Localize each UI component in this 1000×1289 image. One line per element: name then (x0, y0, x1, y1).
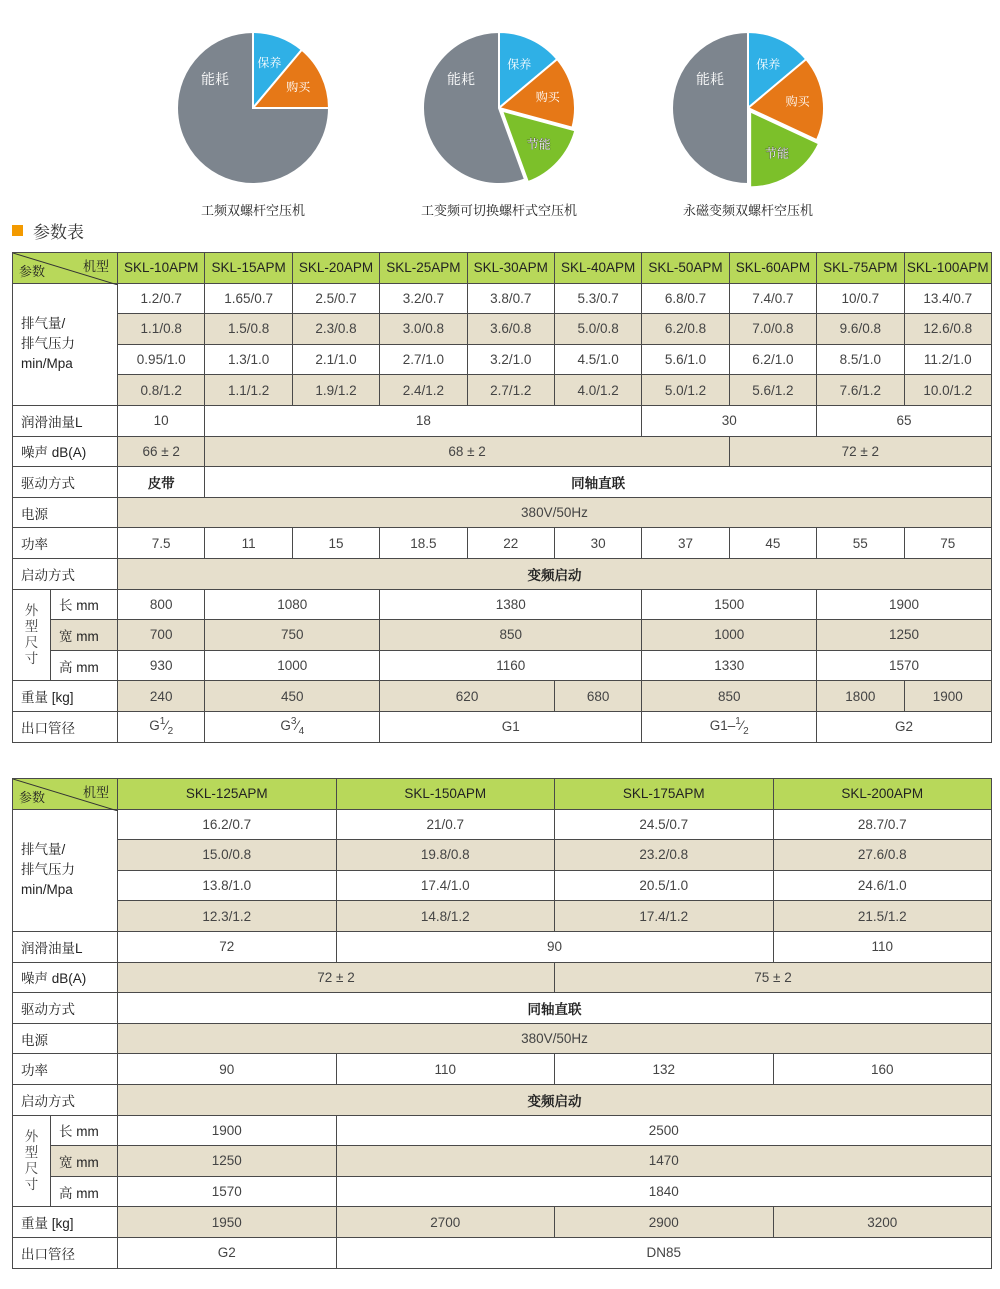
cell: G2 (118, 1237, 337, 1268)
flow-row (13, 344, 992, 375)
cell: 7.4/0.7 (729, 283, 816, 314)
corner-param-label: 参数 (19, 789, 46, 805)
drive-row (13, 467, 992, 498)
model-header: SKL-100APM (904, 253, 991, 284)
cell: 1000 (205, 650, 380, 681)
cell: 1250 (817, 620, 992, 651)
spec-table-1 (12, 252, 992, 743)
cell: 30 (554, 528, 641, 559)
cell: 680 (554, 681, 641, 712)
model-header: SKL-15APM (205, 253, 292, 284)
model-header: SKL-75APM (817, 253, 904, 284)
pie-chart-graphic (173, 28, 333, 188)
model-header: SKL-25APM (380, 253, 467, 284)
cell: 30 (642, 405, 817, 436)
dims-label-text: 外 型 尺 寸 (24, 602, 39, 666)
width-row (13, 1146, 992, 1177)
cell: 1330 (642, 650, 817, 681)
cell: 6.2/0.8 (642, 314, 729, 345)
model-header: SKL-50APM (642, 253, 729, 284)
outlet-row (13, 711, 992, 742)
corner-header (13, 253, 118, 284)
cell: 1900 (904, 681, 991, 712)
cell: 23.2/0.8 (555, 840, 774, 871)
pie-slice-label: 节能 (526, 137, 551, 152)
cell: 1500 (642, 589, 817, 620)
pie-caption: 工频双螺杆空压机 (200, 203, 305, 218)
width-label: 宽 mm (51, 1146, 118, 1177)
cell: 4.5/1.0 (554, 344, 641, 375)
pie-caption: 工变频可切换螺杆式空压机 (420, 203, 577, 218)
outlet-cell (118, 711, 205, 742)
power-supply-label: 电源 (13, 1023, 118, 1054)
cell: 17.4/1.2 (555, 901, 774, 932)
flow-label-line: 排气压力 (21, 336, 75, 352)
section-title (12, 218, 84, 243)
cell: 2.3/0.8 (292, 314, 379, 345)
pie-chart-graphic (419, 28, 579, 188)
cell: 27.6/0.8 (773, 840, 992, 871)
cell: 6.8/0.7 (642, 283, 729, 314)
model-header: SKL-60APM (729, 253, 816, 284)
noise-row (13, 436, 992, 467)
cell: 28.7/0.7 (773, 809, 992, 840)
cell: 160 (773, 1054, 992, 1085)
cell: 4.0/1.2 (554, 375, 641, 406)
cell: 1800 (817, 681, 904, 712)
cell: 1840 (336, 1176, 992, 1207)
drive-label: 驱动方式 (13, 993, 118, 1024)
cell: 3.2/1.0 (467, 344, 554, 375)
flow-row (13, 870, 992, 901)
pie-slice-label: 能耗 (447, 72, 475, 88)
cell: 75 (904, 528, 991, 559)
cell: 72 ± 2 (729, 436, 991, 467)
flow-label-line: min/Mpa (21, 882, 73, 898)
cell: 850 (380, 620, 642, 651)
model-header: SKL-150APM (336, 779, 555, 810)
cell: 10/0.7 (817, 283, 904, 314)
cell: 3.6/0.8 (467, 314, 554, 345)
model-header: SKL-10APM (118, 253, 205, 284)
cell: 65 (817, 405, 992, 436)
cell: 5.6/1.2 (729, 375, 816, 406)
pie-chart-pm-vsd (598, 28, 898, 219)
cell: 11.2/1.0 (904, 344, 991, 375)
cell: 37 (642, 528, 729, 559)
cell: 240 (118, 681, 205, 712)
cell: 620 (380, 681, 555, 712)
power-supply-label: 电源 (13, 497, 118, 528)
flow-row (13, 840, 992, 871)
cell: 16.2/0.7 (118, 809, 337, 840)
height-label: 高 mm (51, 1176, 118, 1207)
header-row (13, 779, 992, 810)
cell: 66 ± 2 (118, 436, 205, 467)
outlet-value: G2 (895, 719, 914, 735)
cell: 17.4/1.0 (336, 870, 555, 901)
start-row (13, 558, 992, 589)
cell: 21.5/1.2 (773, 901, 992, 932)
cell: 11 (205, 528, 292, 559)
flow-label-line: 排气量/ (21, 316, 66, 332)
length-label: 长 mm (51, 1115, 118, 1146)
power-supply-row (13, 497, 992, 528)
flow-row (13, 809, 992, 840)
cell: 3200 (773, 1207, 992, 1238)
cell: 1470 (336, 1146, 992, 1177)
cell: 2.4/1.2 (380, 375, 467, 406)
cell: 2500 (336, 1115, 992, 1146)
cell: 1900 (817, 589, 992, 620)
flow-row (13, 283, 992, 314)
cell: 3.0/0.8 (380, 314, 467, 345)
cell: 1.65/0.7 (205, 283, 292, 314)
corner-model-label: 机型 (82, 259, 109, 274)
pie-slice-label: 保养 (756, 57, 781, 72)
outlet-value: $G^1⁄_2$ (149, 716, 174, 738)
cell: 72 ± 2 (118, 962, 555, 993)
cell: 6.2/1.0 (729, 344, 816, 375)
power-label: 功率 (13, 528, 118, 559)
outlet-cell (205, 711, 380, 742)
cell: 15.0/0.8 (118, 840, 337, 871)
pie-slice-label: 保养 (507, 57, 532, 72)
cell: 15 (292, 528, 379, 559)
cell: 110 (336, 1054, 555, 1085)
model-header: SKL-125APM (118, 779, 337, 810)
dims-label (13, 1115, 51, 1207)
cell: 0.95/1.0 (118, 344, 205, 375)
cell: 1.1/0.8 (118, 314, 205, 345)
pie-slice-label: 能耗 (696, 72, 724, 88)
corner-model-label: 机型 (82, 785, 109, 800)
dims-label (13, 589, 51, 681)
oil-row (13, 405, 992, 436)
outlet-row (13, 1237, 992, 1268)
cell: 20.5/1.0 (555, 870, 774, 901)
noise-label: 噪声 dB(A) (13, 436, 118, 467)
cell: 18.5 (380, 528, 467, 559)
cell: 1.9/1.2 (292, 375, 379, 406)
pie-slice (672, 32, 748, 184)
power-row (13, 1054, 992, 1085)
weight-row (13, 681, 992, 712)
cell: 3.8/0.7 (467, 283, 554, 314)
power-label: 功率 (13, 1054, 118, 1085)
pie-slice-label: 购买 (286, 79, 311, 94)
cell: 1000 (642, 620, 817, 651)
cell: 19.8/0.8 (336, 840, 555, 871)
model-header: SKL-40APM (554, 253, 641, 284)
cell: 13.4/0.7 (904, 283, 991, 314)
cell: 3.2/0.7 (380, 283, 467, 314)
oil-label: 润滑油量L (13, 405, 118, 436)
cell: 90 (118, 1054, 337, 1085)
cell: 变频启动 (118, 558, 992, 589)
outlet-value: $G^3⁄_4$ (280, 716, 305, 738)
outlet-value: $G1-^1⁄_2$ (709, 716, 749, 738)
flow-label-line: 排气量/ (21, 842, 66, 858)
cell: 变频启动 (118, 1084, 992, 1115)
corner-param-label: 参数 (19, 263, 46, 279)
cell: 800 (118, 589, 205, 620)
cell: 1.3/1.0 (205, 344, 292, 375)
cell: 90 (336, 931, 773, 962)
pie-slice-label: 购买 (535, 90, 560, 105)
cell: 132 (555, 1054, 774, 1085)
model-header: SKL-175APM (555, 779, 774, 810)
cell: 110 (773, 931, 992, 962)
cell: 2.1/1.0 (292, 344, 379, 375)
cell: 1950 (118, 1207, 337, 1238)
outlet-cell (817, 711, 992, 742)
orange-square-icon (12, 225, 23, 236)
flow-label-line: 排气压力 (21, 862, 75, 878)
length-row (13, 1115, 992, 1146)
outlet-label: 出口管径 (13, 711, 118, 742)
cell: 450 (205, 681, 380, 712)
cell: 700 (118, 620, 205, 651)
flow-row (13, 901, 992, 932)
drive-label: 驱动方式 (13, 467, 118, 498)
cell: 750 (205, 620, 380, 651)
cell: 2.5/0.7 (292, 283, 379, 314)
outlet-value: G1 (501, 719, 520, 735)
flow-label-line: min/Mpa (21, 356, 73, 372)
spec-table-2 (12, 778, 992, 1269)
cell: 22 (467, 528, 554, 559)
dims-label-text: 外 型 尺 寸 (24, 1128, 39, 1192)
power-supply-row (13, 1023, 992, 1054)
cell: 380V/50Hz (118, 497, 992, 528)
height-row (13, 650, 992, 681)
cell: DN85 (336, 1237, 992, 1268)
flow-row (13, 375, 992, 406)
model-header: SKL-20APM (292, 253, 379, 284)
section-title-text: 参数表 (33, 223, 84, 242)
oil-label: 润滑油量L (13, 931, 118, 962)
cell: 7.0/0.8 (729, 314, 816, 345)
cell: 10.0/1.2 (904, 375, 991, 406)
start-row (13, 1084, 992, 1115)
cell: 12.3/1.2 (118, 901, 337, 932)
corner-header (13, 779, 118, 810)
pie-charts-area (0, 0, 1000, 218)
cell: 1080 (205, 589, 380, 620)
cell: 2.7/1.0 (380, 344, 467, 375)
weight-row (13, 1207, 992, 1238)
cell: 72 (118, 931, 337, 962)
pie-slice-label: 购买 (785, 94, 810, 109)
cell: 2900 (555, 1207, 774, 1238)
cell: 380V/50Hz (118, 1023, 992, 1054)
cell: 850 (642, 681, 817, 712)
cell: 930 (118, 650, 205, 681)
cell: 24.5/0.7 (555, 809, 774, 840)
model-header: SKL-30APM (467, 253, 554, 284)
cell: 68 ± 2 (205, 436, 729, 467)
cell: 24.6/1.0 (773, 870, 992, 901)
power-row (13, 528, 992, 559)
cell: 5.0/0.8 (554, 314, 641, 345)
height-row (13, 1176, 992, 1207)
cell: 2700 (336, 1207, 555, 1238)
cell: 同轴直联 (205, 467, 992, 498)
cell: 1900 (118, 1115, 337, 1146)
outlet-cell (642, 711, 817, 742)
noise-label: 噪声 dB(A) (13, 962, 118, 993)
model-header: SKL-200APM (773, 779, 992, 810)
cell: 皮带 (118, 467, 205, 498)
cell: 7.5 (118, 528, 205, 559)
cell: 21/0.7 (336, 809, 555, 840)
cell: 1160 (380, 650, 642, 681)
width-row (13, 620, 992, 651)
cell: 0.8/1.2 (118, 375, 205, 406)
height-label: 高 mm (51, 650, 118, 681)
pie-caption: 永磁变频双螺杆空压机 (682, 203, 813, 218)
cell: 5.6/1.0 (642, 344, 729, 375)
flow-label (13, 809, 118, 931)
cell: 55 (817, 528, 904, 559)
cell: 45 (729, 528, 816, 559)
cell: 同轴直联 (118, 993, 992, 1024)
start-label: 启动方式 (13, 558, 118, 589)
cell: 9.6/0.8 (817, 314, 904, 345)
cell: 1250 (118, 1146, 337, 1177)
start-label: 启动方式 (13, 1084, 118, 1115)
noise-row (13, 962, 992, 993)
weight-label: 重量 [kg] (13, 1207, 118, 1238)
header-row (13, 253, 992, 284)
flow-row (13, 314, 992, 345)
cell: 1570 (118, 1176, 337, 1207)
outlet-cell (380, 711, 642, 742)
outlet-label: 出口管径 (13, 1237, 118, 1268)
cell: 13.8/1.0 (118, 870, 337, 901)
cell: 14.8/1.2 (336, 901, 555, 932)
drive-row (13, 993, 992, 1024)
pie-chart-graphic (668, 28, 828, 188)
cell: 18 (205, 405, 642, 436)
cell: 1380 (380, 589, 642, 620)
width-label: 宽 mm (51, 620, 118, 651)
pie-slice-label: 节能 (765, 146, 790, 161)
cell: 1570 (817, 650, 992, 681)
cell: 1.2/0.7 (118, 283, 205, 314)
length-label: 长 mm (51, 589, 118, 620)
cell: 2.7/1.2 (467, 375, 554, 406)
length-row (13, 589, 992, 620)
cell: 5.3/0.7 (554, 283, 641, 314)
cell: 75 ± 2 (555, 962, 992, 993)
cell: 7.6/1.2 (817, 375, 904, 406)
oil-row (13, 931, 992, 962)
cell: 1.1/1.2 (205, 375, 292, 406)
pie-slice-label: 能耗 (201, 72, 229, 88)
cell: 1.5/0.8 (205, 314, 292, 345)
cell: 10 (118, 405, 205, 436)
flow-label (13, 283, 118, 405)
cell: 5.0/1.2 (642, 375, 729, 406)
cell: 8.5/1.0 (817, 344, 904, 375)
cell: 12.6/0.8 (904, 314, 991, 345)
pie-slice-label: 保养 (257, 55, 282, 70)
weight-label: 重量 [kg] (13, 681, 118, 712)
